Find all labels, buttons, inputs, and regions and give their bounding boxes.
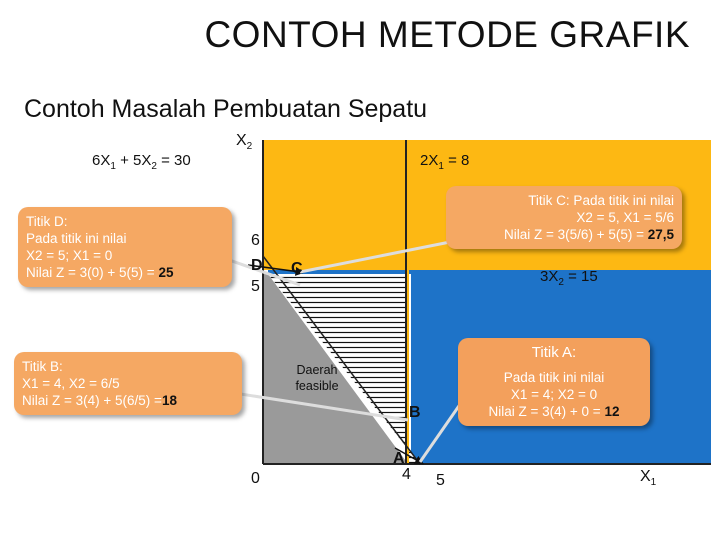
callout-point-b bbox=[14, 352, 242, 415]
callout-a-title: Titik A: bbox=[531, 344, 577, 361]
callout-c-value: 27,5 bbox=[647, 227, 674, 242]
point-a-label: A bbox=[393, 450, 405, 467]
callout-c-line3: Nilai Z = 3(5/6) + 5(5) = 27,5 bbox=[504, 227, 674, 242]
feasible-label-line1: Daerah bbox=[296, 363, 338, 377]
tick-y-6: 6 bbox=[251, 232, 260, 249]
slide-title: CONTOH METODE GRAFIK bbox=[204, 14, 690, 55]
constraint-label-2x1: $2X_1 = 8$ bbox=[420, 152, 470, 172]
callout-d-value: 25 bbox=[158, 265, 174, 280]
tick-x-4: 4 bbox=[402, 466, 411, 483]
callout-d-line2: Pada titik ini nilai bbox=[26, 231, 127, 246]
callout-d-line4: Nilai Z = 3(0) + 5(5) = 25 bbox=[26, 265, 174, 280]
x2-15-line bbox=[268, 270, 711, 274]
callout-point-c bbox=[446, 186, 682, 249]
callout-a-line2: X1 = 4; X2 = 0 bbox=[510, 387, 598, 402]
constraint-label-6x1-5x2: $6X_1 + 5X_2 = 30$ bbox=[92, 152, 191, 172]
feasible-label bbox=[287, 362, 347, 394]
point-c-label: C bbox=[291, 260, 303, 277]
callout-b-line2: X1 = 4, X2 = 6/5 bbox=[22, 376, 120, 391]
point-b-label: B bbox=[409, 404, 421, 421]
constraint-label-3x2: $3X_2 = 15$ bbox=[540, 268, 598, 288]
point-d-label: D bbox=[251, 257, 263, 274]
callout-c-line2: X2 = 5, X1 = 5/6 bbox=[576, 210, 674, 225]
callout-d-line3: X2 = 5; X1 = 0 bbox=[26, 248, 113, 263]
callout-a-line3: Nilai Z = 3(4) + 0 = 12 bbox=[488, 404, 620, 419]
tick-x-0: 0 bbox=[251, 470, 260, 487]
callout-c-line1: Titik C: Pada titik ini nilai bbox=[528, 193, 674, 208]
callout-b-value: 18 bbox=[161, 393, 177, 408]
callout-d-line1: Titik D: bbox=[26, 214, 68, 229]
callout-point-d bbox=[18, 207, 232, 287]
callout-b-line3: Nilai Z = 3(4) + 5(6/5) =18 bbox=[22, 393, 177, 408]
callout-a-value: 12 bbox=[604, 404, 620, 419]
x-axis-label: $X_1$ bbox=[640, 468, 657, 489]
tick-y-5: 5 bbox=[251, 278, 260, 295]
y-axis-label: $X_2$ bbox=[236, 132, 253, 153]
callout-b-line1: Titik B: bbox=[22, 359, 63, 374]
slide-subtitle: Contoh Masalah Pembuatan Sepatu bbox=[24, 95, 428, 123]
tick-x-5: 5 bbox=[436, 472, 445, 489]
feasible-label-line2: feasible bbox=[295, 379, 339, 393]
callout-a-line1: Pada titik ini nilai bbox=[503, 370, 605, 385]
callout-point-a bbox=[458, 338, 650, 426]
